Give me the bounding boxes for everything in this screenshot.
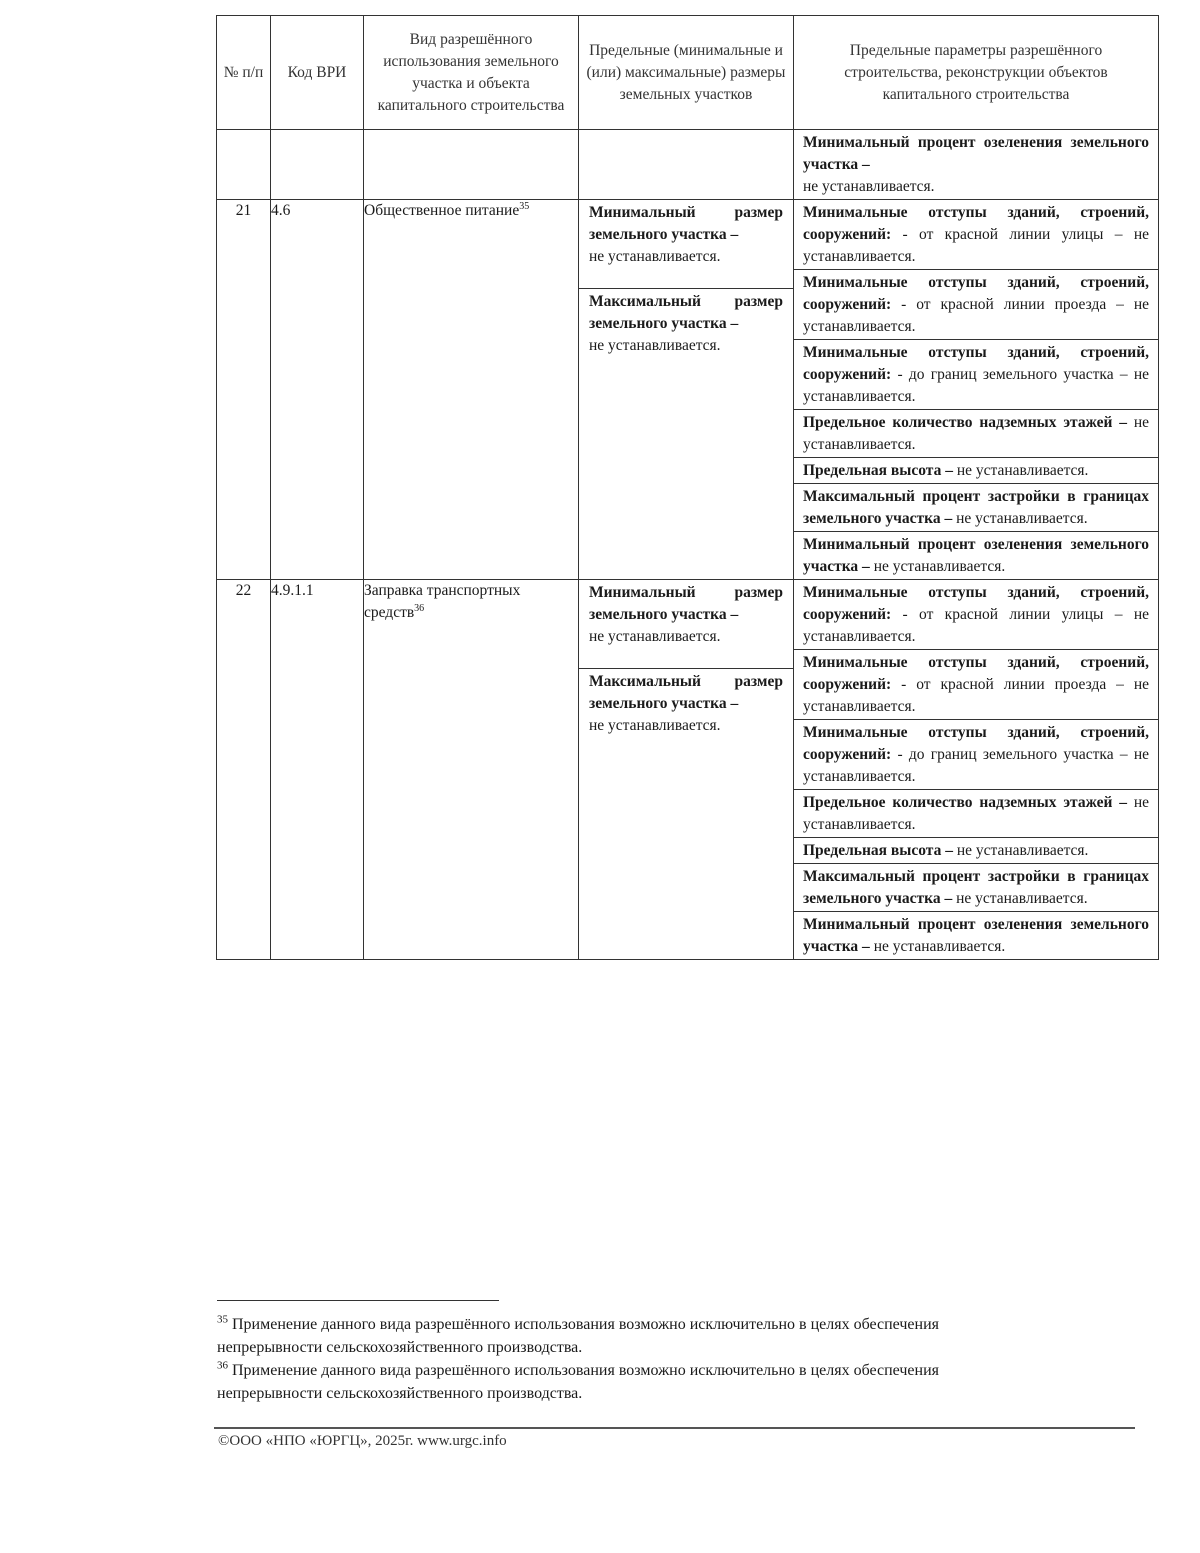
footnotes: [217, 1313, 977, 1405]
plot-size-cell: Минимальный размер земельного участка – не устанавливается.: [579, 580, 793, 669]
row-plot-sizes: [579, 200, 794, 580]
table-row: [217, 580, 1159, 960]
header-num: № п/п: [217, 16, 271, 130]
footer-divider: [214, 1427, 1135, 1429]
param-cell: Минимальный процент озеленения земельного участка – не устанавливается.: [803, 134, 1149, 195]
header-plot-sizes: Предельные (минимальные и (или) максимальные) размеры земельных участков: [579, 16, 794, 130]
header-build-params: Предельные параметры разрешённого строительства, реконструкции объектов капитального строительства: [794, 16, 1159, 130]
row-params: [794, 200, 1159, 580]
param-cell: Минимальный процент озеленения земельного участка – не устанавливается.: [803, 536, 1149, 575]
row-use-name: Заправка транспортных средств$^{36}$: [364, 580, 579, 960]
row-plot-sizes: [579, 580, 794, 960]
plot-size-cell: Максимальный размер земельного участка – не устанавливается.: [589, 673, 783, 734]
param-cell: Максимальный процент застройки в границах земельного участка – не устанавливается.: [794, 864, 1158, 912]
footnote-ref: 35: [519, 200, 530, 212]
param-cell: Минимальные отступы зданий, строений, сооружений: - до границ земельного участка – не устанавливается.: [794, 340, 1158, 410]
row-number: 21: [217, 200, 271, 580]
param-cell: Максимальный процент застройки в границах земельного участка – не устанавливается.: [794, 484, 1158, 532]
param-cell: Минимальные отступы зданий, строений, сооружений: - от красной линии улицы – не устанавливается.: [794, 200, 1158, 270]
plot-size-cell: Максимальный размер земельного участка – не устанавливается.: [589, 293, 783, 354]
param-cell: Минимальные отступы зданий, строений, сооружений: - от красной линии проезда – не устанавливается.: [794, 650, 1158, 720]
param-cell: Минимальные отступы зданий, строений, сооружений: - от красной линии проезда – не устанавливается.: [794, 270, 1158, 340]
header-code: Код ВРИ: [271, 16, 364, 130]
row-number: 22: [217, 580, 271, 960]
footnote-divider: [217, 1300, 499, 1301]
footnote-ref: 36: [414, 602, 425, 614]
param-cell: Предельное количество надземных этажей – не устанавливается.: [794, 790, 1158, 838]
page-footer: ©ООО «НПО «ЮРГЦ», 2025г. www.urgc.info: [218, 1433, 507, 1449]
table-row-continuation: [217, 130, 1159, 200]
param-cell: Минимальный процент озеленения земельного участка – не устанавливается.: [803, 916, 1149, 955]
row-params: [794, 580, 1159, 960]
param-cell: Предельное количество надземных этажей – не устанавливается.: [794, 410, 1158, 458]
row-code: 4.9.1.1: [271, 580, 364, 960]
row-use-name: Общественное питание$^{35}$: [364, 200, 579, 580]
param-cell: Минимальные отступы зданий, строений, сооружений: - до границ земельного участка – не устанавливается.: [794, 720, 1158, 790]
footnote-36: $^{36}$ Применение данного вида разрешённого использования возможно исключительно в целях обеспечения непрерывности сельскохозяйственного производства.: [217, 1359, 939, 1402]
table-row: [217, 200, 1159, 580]
param-cell: Предельная высота – не устанавливается.: [794, 458, 1158, 484]
param-cell: Минимальные отступы зданий, строений, сооружений: - от красной линии улицы – не устанавливается.: [794, 580, 1158, 650]
row-code: 4.6: [271, 200, 364, 580]
header-use-type: Вид разрешённого использования земельного участка и объекта капитального строительства: [364, 16, 579, 130]
plot-size-cell: Минимальный размер земельного участка – не устанавливается.: [579, 200, 793, 289]
table-header-row: [217, 16, 1159, 130]
footnote-35: $^{35}$ Применение данного вида разрешённого использования возможно исключительно в целях обеспечения непрерывности сельскохозяйственного производства.: [217, 1313, 939, 1356]
regulations-table: [216, 15, 1159, 960]
param-cell: Предельная высота – не устанавливается.: [794, 838, 1158, 864]
